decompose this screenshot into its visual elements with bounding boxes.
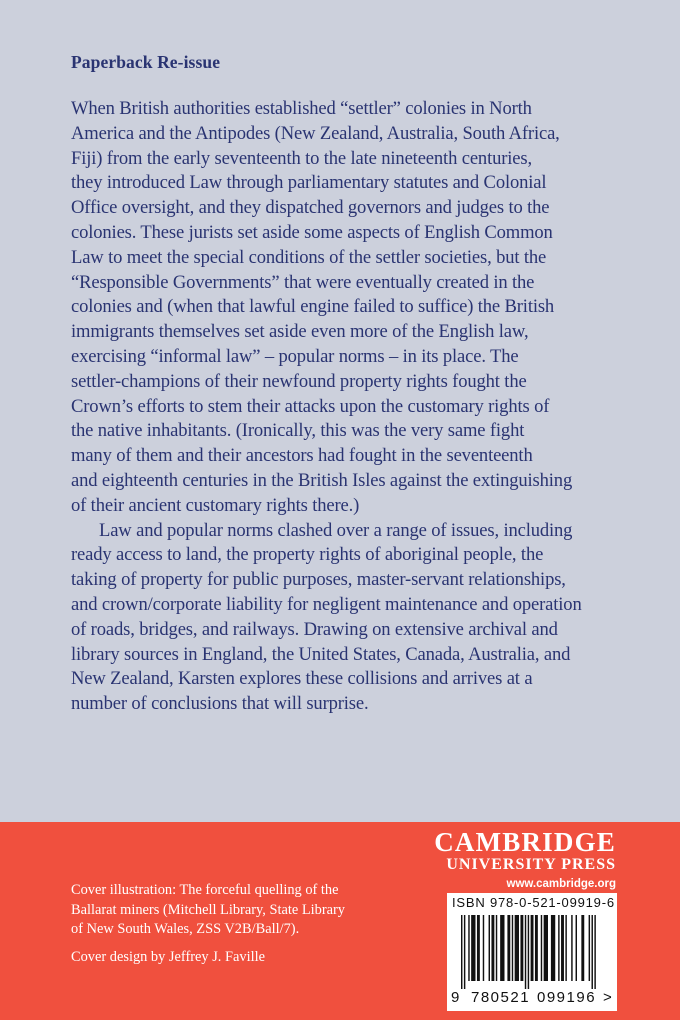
barcode-bar xyxy=(471,915,475,981)
barcode-bar xyxy=(515,915,519,981)
blurb-line: Office oversight, and they dispatched governors and judges to the xyxy=(71,197,550,219)
illustration-credit-line: Cover illustration: The forceful quelling of the xyxy=(71,882,339,898)
barcode-digit-lead: 9 xyxy=(451,989,460,1006)
blurb-line: taking of property for public purposes, master-servant relationships, xyxy=(71,569,566,591)
barcode-bar xyxy=(589,915,590,981)
blurb-line: Law to meet the special conditions of the settler societies, but the xyxy=(71,246,547,268)
barcode-bar xyxy=(558,915,559,981)
blurb-line: immigrants themselves set aside even more of the English law, xyxy=(71,321,529,343)
blurb-line: and eighteenth centuries in the British Isles against the extinguishing xyxy=(71,469,573,491)
blurb-paragraph-1 xyxy=(71,97,623,519)
barcode-bar xyxy=(594,915,595,989)
illustration-credit-line: of New South Wales, ZSS V2B/Ball/7). xyxy=(71,921,300,937)
blurb-line: of their ancient customary rights there.) xyxy=(71,494,360,516)
barcode-bar xyxy=(496,915,497,981)
blurb-line: colonies and (when that lawful engine failed to suffice) the British xyxy=(71,296,555,318)
publisher-band xyxy=(0,822,680,1020)
barcode-bar xyxy=(507,915,510,981)
blurb-line: library sources in England, the United States, Canada, Australia, and xyxy=(71,643,571,665)
barcode-bar xyxy=(483,915,484,981)
blurb-text xyxy=(71,97,623,717)
blurb-line: Fiji) from the early seventeenth to the late nineteenth centuries, xyxy=(71,147,532,169)
blurb-line: they introduced Law through parliamentary statutes and Colonial xyxy=(71,172,547,194)
isbn-label: ISBN 978-0-521-09919-6 xyxy=(452,895,615,910)
barcode-bar xyxy=(491,915,494,981)
barcode-bar xyxy=(461,915,462,989)
blurb-line: ready access to land, the property rights of aboriginal people, the xyxy=(71,544,544,566)
barcode-bar xyxy=(477,915,480,981)
blurb-line: number of conclusions that will surprise. xyxy=(71,693,369,715)
barcode-bar xyxy=(489,915,490,981)
publisher-subtitle: UNIVERSITY PRESS xyxy=(446,856,616,873)
barcode-bar xyxy=(520,915,523,981)
publisher-logo xyxy=(434,828,616,892)
blurb-line: exercising “informal law” – popular norms – in its place. The xyxy=(71,345,519,367)
blurb-line: many of them and their ancestors had fought in the seventeenth xyxy=(71,445,533,467)
barcode-bars-graphic xyxy=(447,915,617,989)
barcode-digit-end: > xyxy=(603,989,612,1006)
publisher-name: CAMBRIDGE xyxy=(434,827,616,857)
barcode xyxy=(447,893,617,1011)
reissue-heading: Paperback Re-issue xyxy=(71,52,221,72)
barcode-bar xyxy=(541,915,542,981)
publisher-url: www.cambridge.org xyxy=(506,878,616,890)
barcode-bar xyxy=(551,915,555,981)
barcode-bar xyxy=(576,915,577,981)
illustration-credit-line: Ballarat miners (Mitchell Library, State Library xyxy=(71,901,345,918)
barcode-bar xyxy=(544,915,548,981)
barcode-bar xyxy=(468,915,469,981)
blurb-line: New Zealand, Karsten explores these collisions and arrives at a xyxy=(71,668,533,690)
barcode-digits-right: 099196 xyxy=(537,989,597,1006)
barcode-bar xyxy=(528,915,529,989)
barcode-bar xyxy=(565,915,566,981)
blurb-line: Law and popular norms clashed over a range of issues, including xyxy=(99,519,573,541)
barcode-digits-left: 780521 xyxy=(471,989,531,1006)
barcode-bar xyxy=(581,915,584,981)
design-credit: Cover design by Jeffrey J. Faville xyxy=(71,948,265,965)
blurb-paragraph-2 xyxy=(71,519,623,717)
blurb-line: the native inhabitants. (Ironically, this was the very same fight xyxy=(71,420,525,442)
blurb-line: “Responsible Governments” that were eventually created in the xyxy=(71,271,535,293)
barcode-bar xyxy=(535,915,538,981)
blurb-line: and crown/corporate liability for negligent maintenance and operation xyxy=(71,593,582,615)
barcode-bar xyxy=(531,915,534,981)
barcode-bar xyxy=(464,915,465,989)
barcode-bar xyxy=(500,915,504,981)
barcode-bar xyxy=(512,915,513,981)
barcode-bar xyxy=(525,915,526,989)
blurb-line: of roads, bridges, and railways. Drawing on extensive archival and xyxy=(71,618,558,640)
cover-credits xyxy=(71,881,391,967)
barcode-bar xyxy=(592,915,593,989)
blurb-line: settler-champions of their newfound property rights fought the xyxy=(71,370,527,392)
blurb-line: Crown’s efforts to stem their attacks upon the customary rights of xyxy=(71,395,550,417)
barcode-bar xyxy=(561,915,564,981)
blurb-line: colonies. These jurists set aside some aspects of English Common xyxy=(71,221,553,243)
blurb-line: When British authorities established “settler” colonies in North xyxy=(71,98,532,119)
blurb-line: America and the Antipodes (New Zealand, Australia, South Africa, xyxy=(71,122,560,144)
barcode-bar xyxy=(571,915,572,981)
